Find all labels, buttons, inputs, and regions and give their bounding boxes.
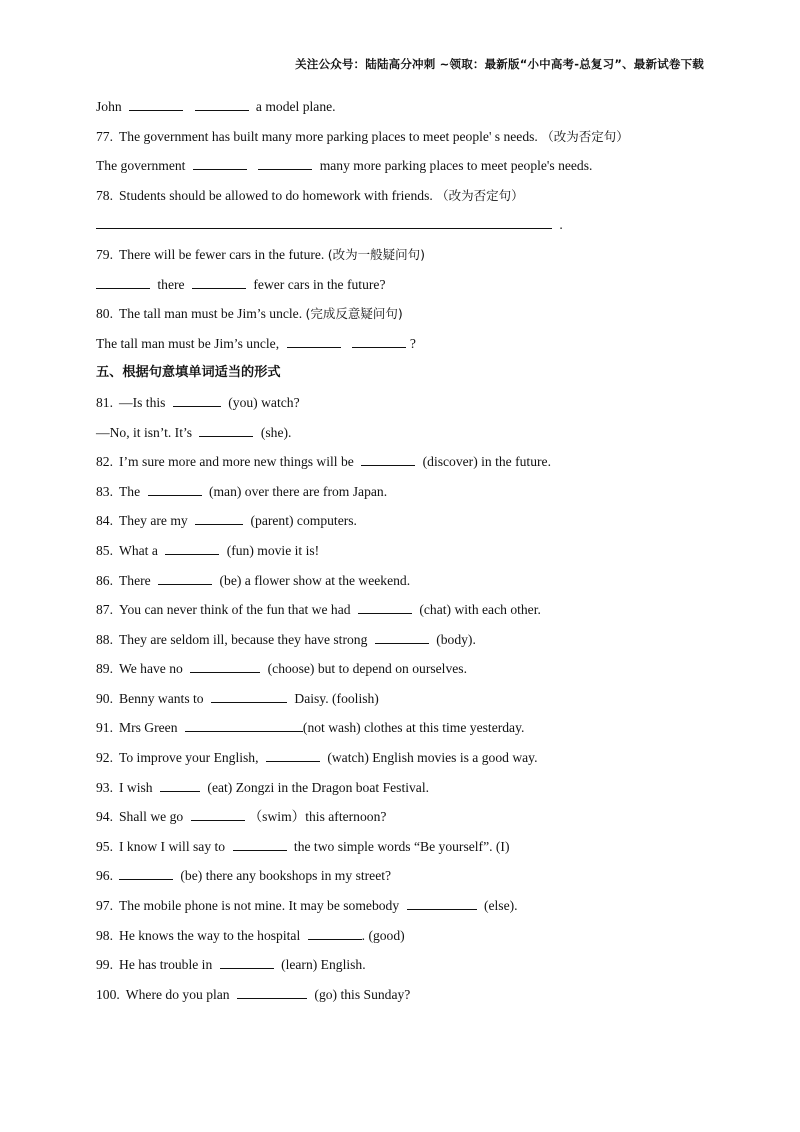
question-97: 97. The mobile phone is not mine. It may be somebody (else).: [96, 895, 716, 925]
question-90: 90. Benny wants to Daisy. (foolish): [96, 688, 716, 718]
answer-blank[interactable]: [192, 274, 246, 289]
answer-blank[interactable]: [160, 777, 200, 792]
answer-blank[interactable]: [195, 510, 243, 525]
question-78: 78. Students should be allowed to do homework with friends. （改为否定句）: [96, 185, 716, 215]
answer-blank[interactable]: [233, 836, 287, 851]
question-80-answer-line: The tall man must be Jim’s uncle, ?: [96, 333, 716, 363]
question-76-answer-line: John a model plane.: [96, 96, 716, 126]
answer-blank[interactable]: [287, 333, 341, 348]
exercise-body: [96, 96, 716, 1013]
answer-blank[interactable]: [361, 451, 415, 466]
answer-blank[interactable]: [358, 599, 412, 614]
answer-blank[interactable]: [96, 274, 150, 289]
question-94: 94. Shall we go （swim）this afternoon?: [96, 806, 716, 836]
answer-blank[interactable]: [199, 422, 253, 437]
answer-blank[interactable]: [407, 895, 477, 910]
answer-blank[interactable]: [158, 570, 212, 585]
question-83: 83. The (man) over there are from Japan.: [96, 481, 716, 511]
answer-blank[interactable]: [193, 155, 247, 170]
answer-blank[interactable]: [185, 717, 303, 732]
page-header: 关注公众号：陆陆高分冲刺 ~领取：最新版“小中高考-总复习”、最新试卷下载: [295, 57, 704, 71]
question-88: 88. They are seldom ill, because they have strong (body).: [96, 629, 716, 659]
instruction-note: （改为否定句）: [541, 128, 629, 144]
section-title: 五、根据句意填单词适当的形式: [96, 365, 281, 381]
question-77-answer-line: The government many more parking places to meet people's needs.: [96, 155, 716, 185]
answer-blank[interactable]: [96, 214, 552, 229]
question-99: 99. He has trouble in (learn) English.: [96, 954, 716, 984]
question-79: 79. There will be fewer cars in the future. (改为一般疑问句): [96, 244, 716, 274]
answer-blank[interactable]: [211, 688, 287, 703]
question-79-answer-line: there fewer cars in the future?: [96, 274, 716, 304]
question-82: 82. I’m sure more and more new things will be (discover) in the future.: [96, 451, 716, 481]
answer-blank[interactable]: [220, 954, 274, 969]
answer-blank[interactable]: [165, 540, 219, 555]
question-87: 87. You can never think of the fun that we had (chat) with each other.: [96, 599, 716, 629]
question-77: 77. The government has built many more parking places to meet people' s needs. （改为否定句）: [96, 126, 716, 156]
question-84: 84. They are my (parent) computers.: [96, 510, 716, 540]
question-93: 93. I wish (eat) Zongzi in the Dragon boat Festival.: [96, 777, 716, 807]
answer-blank[interactable]: [129, 96, 183, 111]
question-96: 96. (be) there any bookshops in my street?: [96, 865, 716, 895]
question-95: 95. I know I will say to the two simple words “Be yourself”. (I): [96, 836, 716, 866]
answer-blank[interactable]: [195, 96, 249, 111]
question-91: 91. Mrs Green (not wash) clothes at this time yesterday.: [96, 717, 716, 747]
answer-blank[interactable]: [375, 629, 429, 644]
question-98: 98. He knows the way to the hospital . (good): [96, 925, 716, 955]
question-100: 100. Where do you plan (go) this Sunday?: [96, 984, 716, 1014]
answer-blank[interactable]: [237, 984, 307, 999]
answer-blank[interactable]: [119, 865, 173, 880]
instruction-note: （改为否定句）: [436, 187, 524, 203]
question-89: 89. We have no (choose) but to depend on ourselves.: [96, 658, 716, 688]
answer-blank[interactable]: [190, 658, 260, 673]
answer-blank[interactable]: [148, 481, 202, 496]
question-92: 92. To improve your English, (watch) English movies is a good way.: [96, 747, 716, 777]
question-86: 86. There (be) a flower show at the weekend.: [96, 570, 716, 600]
answer-blank[interactable]: [308, 925, 362, 940]
question-80: 80. The tall man must be Jim’s uncle. (完成反意疑问句): [96, 303, 716, 333]
question-81-reply: —No, it isn’t. It’s (she).: [96, 422, 716, 452]
answer-blank[interactable]: [352, 333, 406, 348]
question-78-answer-line: .: [96, 214, 716, 244]
question-81: 81. —Is this (you) watch?: [96, 392, 716, 422]
question-85: 85. What a (fun) movie it is!: [96, 540, 716, 570]
answer-blank[interactable]: [173, 392, 221, 407]
answer-blank[interactable]: [191, 806, 245, 821]
answer-blank[interactable]: [266, 747, 320, 762]
instruction-note: (改为一般疑问句): [327, 246, 425, 262]
instruction-note: (完成反意疑问句): [305, 306, 403, 322]
answer-blank[interactable]: [258, 155, 312, 170]
